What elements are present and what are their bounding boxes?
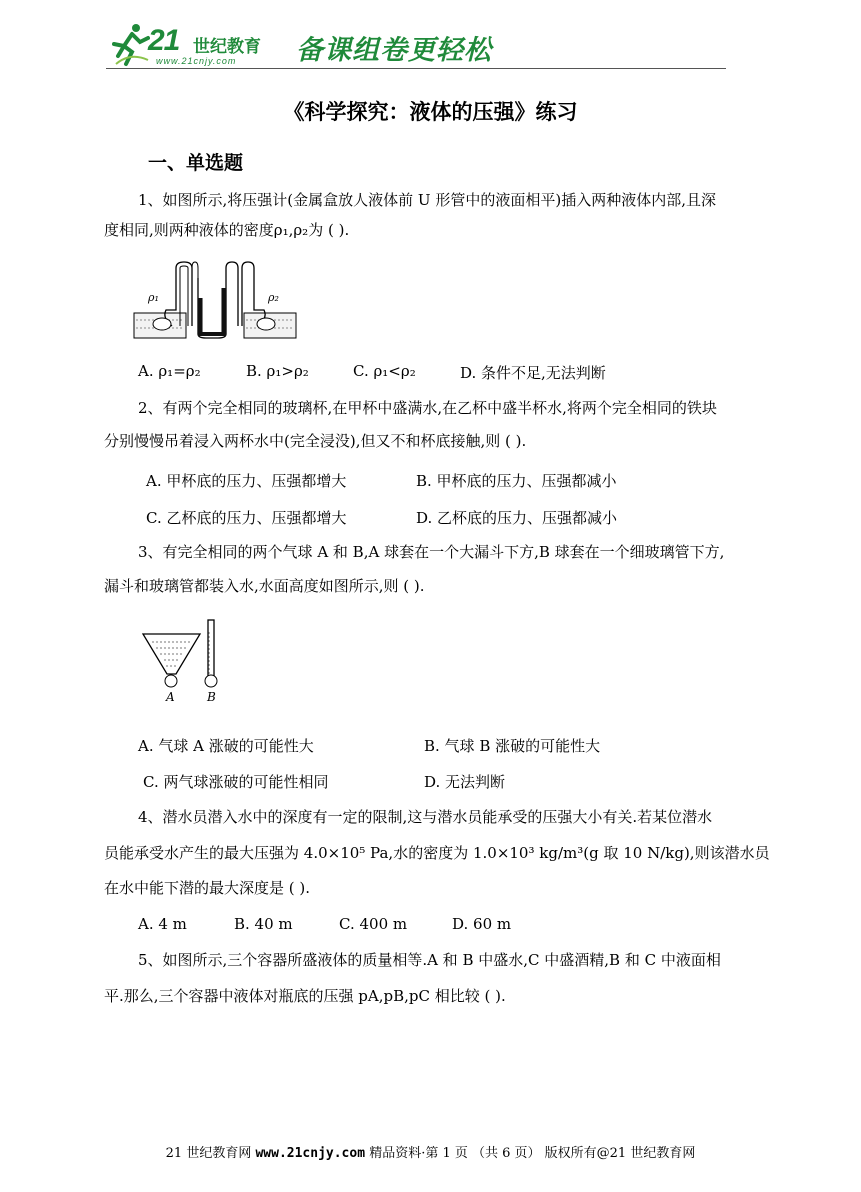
q4-line1: 4、潜水员潜入水中的深度有一定的限制,这与潜水员能承受的压强大小有关.若某位潜水: [138, 808, 713, 826]
q4-option-b[interactable]: B. 40 m: [234, 915, 293, 933]
q3-line1: 3、有完全相同的两个气球 A 和 B,A 球套在一个大漏斗下方,B 球套在一个细玻璃管下方,: [138, 543, 725, 561]
footer-text: 精品资料·第 1 页 （共 6 页） 版权所有@21 世纪教育网: [369, 1146, 696, 1161]
logo-number: 21: [148, 24, 180, 57]
section-heading: 一、单选题: [148, 152, 244, 174]
q4-option-c[interactable]: C. 400 m: [339, 915, 408, 933]
funnel-tube-figure: [138, 618, 228, 690]
q4-line3: 在水中能下潜的最大深度是 ( ).: [104, 879, 311, 897]
q3-option-c[interactable]: C. 两气球涨破的可能性相同: [143, 773, 329, 791]
q2-option-c[interactable]: C. 乙杯底的压力、压强都增大: [146, 509, 347, 527]
logo-url: www.21cnjy.com: [156, 56, 237, 66]
header-slogan: 备课组卷更轻松: [296, 35, 492, 66]
q3-figure-label-b: B: [207, 690, 216, 704]
q1-option-d[interactable]: D. 条件不足,无法判断: [460, 364, 606, 382]
q4-option-a[interactable]: A. 4 m: [138, 915, 187, 933]
q2-option-a[interactable]: A. 甲杯底的压力、压强都增大: [146, 472, 347, 490]
q2-line2: 分别慢慢吊着浸入两杯水中(完全浸没),但又不和杯底接触,则 ( ).: [104, 432, 527, 450]
q1-option-a[interactable]: A. ρ₁=ρ₂: [138, 362, 201, 380]
q1-figure-label-rho2: ρ₂: [268, 291, 279, 304]
page-footer: [0, 1142, 861, 1161]
q1-option-c[interactable]: C. ρ₁<ρ₂: [353, 362, 416, 380]
q3-option-a[interactable]: A. 气球 A 涨破的可能性大: [138, 737, 314, 755]
runner-icon: [110, 22, 150, 68]
q3-option-d[interactable]: D. 无法判断: [424, 773, 506, 791]
q1-line1: 1、如图所示,将压强计(金属盒放人液体前 U 形管中的液面相平)插入两种液体内部,且深: [138, 191, 716, 209]
q2-option-d[interactable]: D. 乙杯底的压力、压强都减小: [416, 509, 618, 527]
q4-line2: 员能承受水产生的最大压强为 4.0×10⁵ Pa,水的密度为 1.0×10³ kg/m³(g 取 10 N/kg),则该潜水员: [104, 844, 770, 862]
logo-name: 世纪教育: [193, 37, 261, 57]
q2-line1: 2、有两个完全相同的玻璃杯,在甲杯中盛满水,在乙杯中盛半杯水,将两个完全相同的铁块: [138, 399, 717, 417]
q5-line2: 平.那么,三个容器中液体对瓶底的压强 pA,pB,pC 相比较 ( ).: [104, 987, 506, 1005]
header-divider: [106, 68, 726, 69]
q3-line2: 漏斗和玻璃管都装入水,水面高度如图所示,则 ( ).: [104, 577, 425, 595]
q1-figure-label-rho1: ρ₁: [148, 291, 159, 304]
q2-option-b[interactable]: B. 甲杯底的压力、压强都减小: [416, 472, 617, 490]
q3-figure-label-a: A: [166, 690, 175, 704]
q1-option-b[interactable]: B. ρ₁>ρ₂: [246, 362, 309, 380]
q5-line1: 5、如图所示,三个容器所盛液体的质量相等.A 和 B 中盛水,C 中盛酒精,B 和 C 中液面相: [138, 951, 721, 969]
q4-option-d[interactable]: D. 60 m: [452, 915, 512, 933]
q3-option-b[interactable]: B. 气球 B 涨破的可能性大: [424, 737, 601, 755]
q1-line2: 度相同,则两种液体的密度ρ₁,ρ₂为 ( ).: [104, 221, 350, 239]
footer-url[interactable]: www.21cnjy.com: [255, 1146, 366, 1161]
page-title: 《科学探究：液体的压强》练习: [283, 100, 578, 124]
header-logo: [110, 22, 530, 72]
footer-site: 21 世纪教育网: [165, 1146, 252, 1161]
